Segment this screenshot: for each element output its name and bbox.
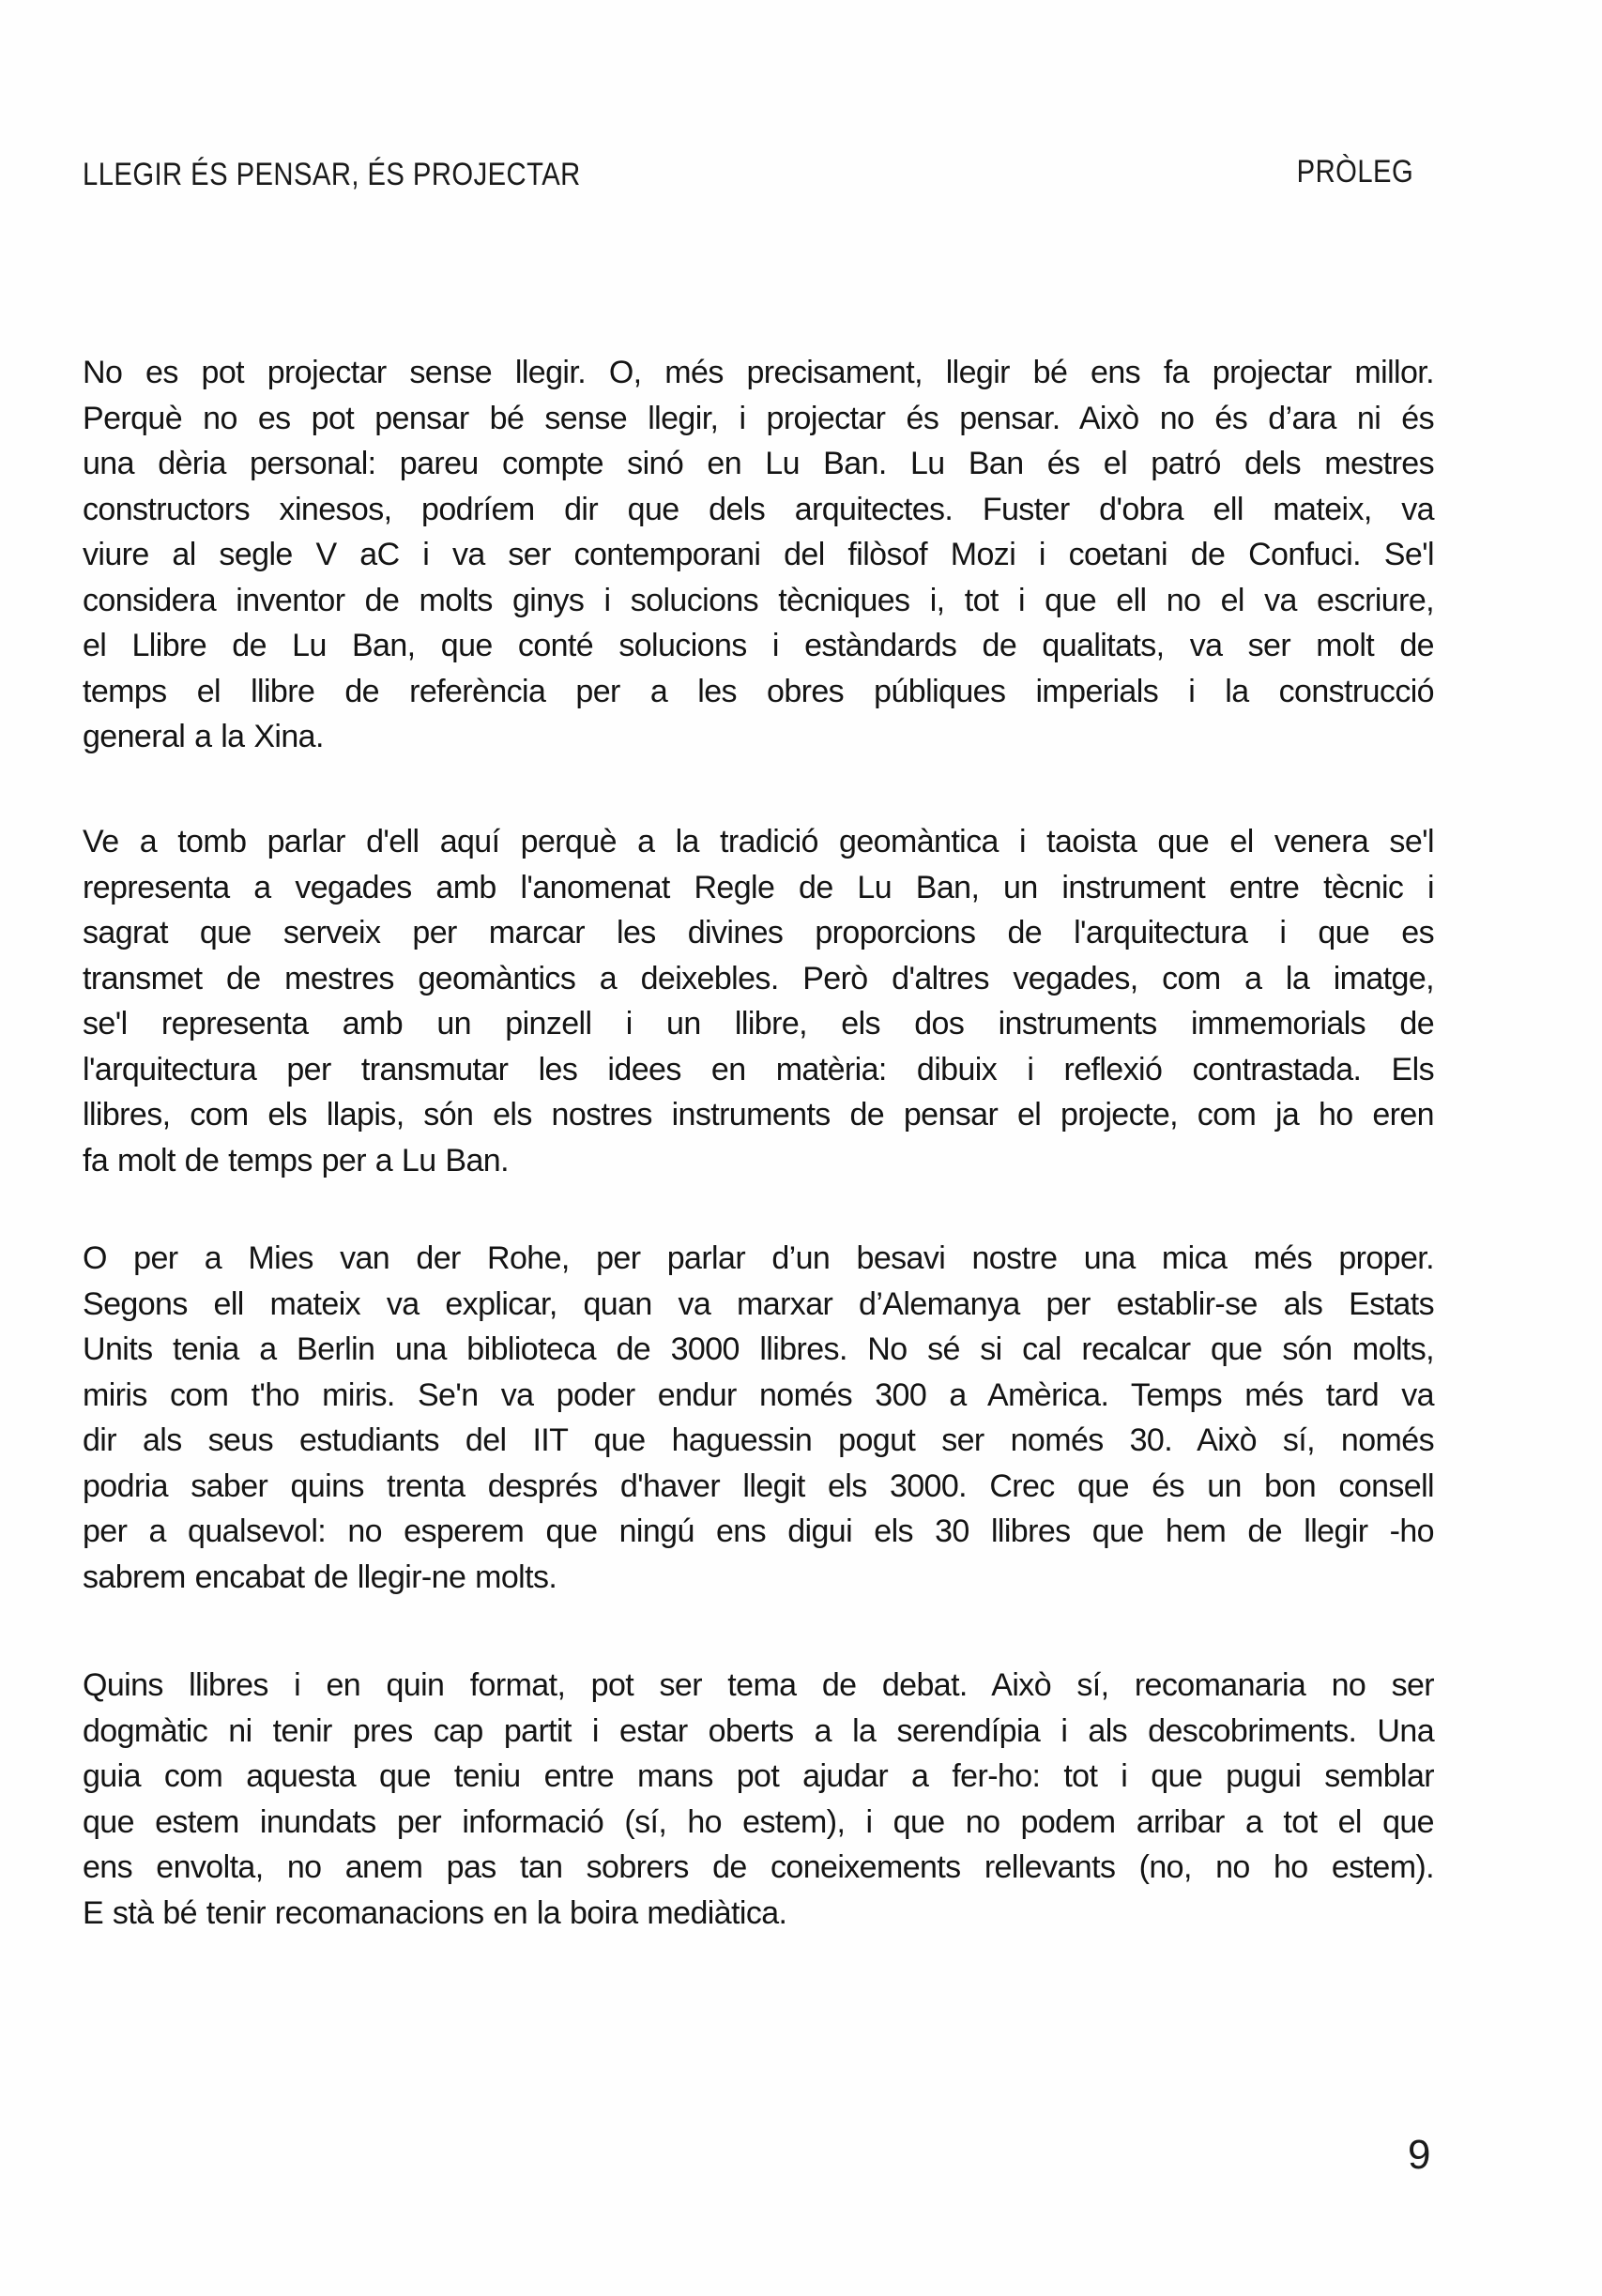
text-line: miris com t'ho miris. Se'n va poder endur només 300 a Amèrica. Temps més tard va xyxy=(83,1376,1434,1413)
page-number: 9 xyxy=(1408,2132,1431,2178)
text-line: No es pot projectar sense llegir. O, més precisament, llegir bé ens fa projectar millor. xyxy=(83,355,1434,390)
text-line: Ve a tomb parlar d'ell aquí perquè a la tradició geomàntica i taoista que el venera se'l xyxy=(83,824,1434,859)
text-line: representa a vegades amb l'anomenat Regle de Lu Ban, un instrument entre tècnic i xyxy=(83,869,1434,905)
text-line: se'l representa amb un pinzell i un llibre, els dos instruments immemorials de xyxy=(83,1006,1434,1042)
text-line: dogmàtic ni tenir pres cap partit i estar oberts a la serendípia i als descobriments. Una xyxy=(83,1712,1434,1749)
text-line: transmet de mestres geomàntics a deixebles. Però d'altres vegades, com a la imatge, xyxy=(83,960,1434,996)
text-line: temps el llibre de referència per a les obres públiques imperials i la construcció xyxy=(83,673,1434,709)
text-line: E stà bé tenir recomanacions en la boira mediàtica. xyxy=(83,1894,787,1931)
text-line: una dèria personal: pareu compte sinó en Lu Ban. Lu Ban és el patró dels mestres xyxy=(83,446,1434,481)
paragraph-3 xyxy=(83,1236,1434,1600)
running-header xyxy=(83,154,1414,195)
text-line: fa molt de temps per a Lu Ban. xyxy=(83,1142,509,1178)
text-line: viure al segle V aC i va ser contemporani del filòsof Mozi i coetani de Confuci. Se'l xyxy=(83,537,1434,572)
text-line: podria saber quins trenta després d'haver llegit els 3000. Crec que és un bon consell xyxy=(83,1467,1434,1504)
text-line: Perquè no es pot pensar bé sense llegir, i projectar és pensar. Això no és d’ara ni és xyxy=(83,400,1434,436)
text-line: llibres, com els llapis, són els nostres instruments de pensar el projecte, com ja ho eren xyxy=(83,1097,1434,1133)
text-line: que estem inundats per informació (sí, ho estem), i que no podem arribar a tot el que xyxy=(83,1803,1434,1840)
text-line: O per a Mies van der Rohe, per parlar d’un besavi nostre una mica més proper. xyxy=(83,1240,1434,1276)
running-header-section: PRÒLEG xyxy=(1296,154,1414,190)
text-line: guia com aquesta que teniu entre mans pot ajudar a fer-ho: tot i que pugui semblar xyxy=(83,1758,1434,1794)
text-line: Segons ell mateix va explicar, quan va marxar d’Alemanya per establir-se als Estats xyxy=(83,1285,1434,1322)
text-line: sagrat que serveix per marcar les divines proporcions de l'arquitectura i que es xyxy=(83,915,1434,950)
text-line: ens envolta, no anem pas tan sobrers de coneixements rellevants (no, no ho estem). xyxy=(83,1849,1434,1885)
text-line: general a la Xina. xyxy=(83,719,324,754)
text-line: l'arquitectura per transmutar les idees en matèria: dibuix i reflexió contrastada. Els xyxy=(83,1051,1434,1087)
paragraph-4 xyxy=(83,1663,1434,1936)
text-line: sabrem encabat de llegir-ne molts. xyxy=(83,1559,557,1595)
text-line: per a qualsevol: no esperem que ningú ens digui els 30 llibres que hem de llegir -ho xyxy=(83,1513,1434,1549)
text-line: el Llibre de Lu Ban, que conté solucions i estàndards de qualitats, va ser molt de xyxy=(83,628,1434,663)
text-line: Units tenia a Berlin una biblioteca de 3000 llibres. No sé si cal recalcar que són molts, xyxy=(83,1331,1434,1367)
text-line: constructors xinesos, podríem dir que dels arquitectes. Fuster d'obra ell mateix, va xyxy=(83,491,1434,527)
text-line: considera inventor de molts ginys i solucions tècniques i, tot i que ell no el va escriure, xyxy=(83,582,1434,618)
text-line: Quins llibres i en quin format, pot ser tema de debat. Això sí, recomanaria no ser xyxy=(83,1667,1434,1703)
text-line: dir als seus estudiants del IIT que haguessin pogut ser només 30. Això sí, només xyxy=(83,1422,1434,1458)
paragraph-2 xyxy=(83,819,1434,1183)
running-header-title: LLEGIR ÉS PENSAR, ÉS PROJECTAR xyxy=(83,156,581,192)
paragraph-1 xyxy=(83,350,1434,760)
